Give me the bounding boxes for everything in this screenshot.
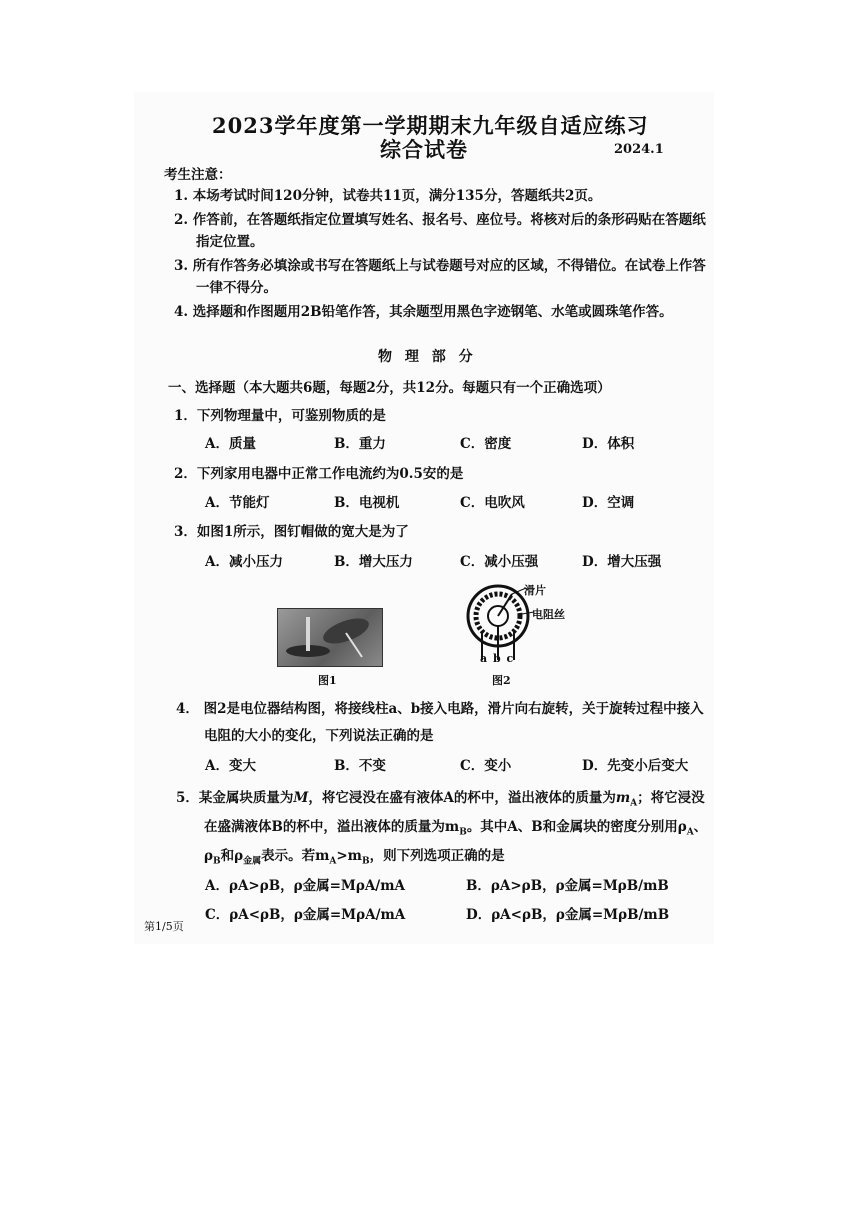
figure-1-caption: 图1 [318, 674, 337, 687]
exam-date: 2024.1 [614, 142, 664, 157]
notice-item: 一律不得分。 [196, 280, 277, 296]
q5-sub: B [361, 856, 370, 867]
option: D．增大压强 [582, 554, 662, 570]
question-stem: 2．下列家用电器中正常工作电流约为0.5安的是 [174, 466, 464, 482]
q5-sub: A [329, 856, 337, 867]
potentiometer-diagram [460, 582, 570, 666]
question-stem-cont [204, 844, 505, 867]
option: C．ρA<ρB，ρ金属=MρA/mA [205, 907, 406, 923]
option: B．电视机 [334, 495, 400, 511]
figure-2-caption: 图2 [492, 674, 511, 687]
question-stem-cont [204, 815, 707, 838]
q5-symbol-M: M [293, 790, 309, 806]
q5-sub: B [212, 856, 221, 867]
option: A．质量 [205, 436, 256, 452]
q5-text: 表示。若m [261, 848, 330, 864]
question-stem: 3．如图1所示，图钉帽做的宽大是为了 [174, 524, 409, 540]
q5-text: 。其中A、B和金属块的密度分别用ρ [466, 819, 687, 835]
notice-item: 指定位置。 [196, 234, 264, 250]
q5-text: 在盛满液体B的杯中，溢出液体的质量为m [204, 819, 460, 835]
notice-item: 1. 本场考试时间120分钟，试卷共11页，满分135分，答题纸共2页。 [174, 188, 602, 204]
q5-sub: A [630, 798, 638, 809]
notice-item: 2. 作答前，在答题纸指定位置填写姓名、报名号、座位号。将核对后的条形码贴在答题纸 [174, 212, 706, 228]
q5-sub: B [459, 827, 467, 838]
option: B．不变 [334, 758, 386, 774]
notice-heading: 考生注意： [164, 167, 232, 183]
option: D．先变小后变大 [582, 758, 689, 774]
option: C．变小 [460, 758, 512, 774]
q5-text: ，将它浸没在盛有液体A的杯中，溢出液体的质量为 [308, 790, 616, 806]
q5-text: 、 [693, 819, 708, 835]
q5-text: ；将它浸没 [637, 790, 705, 806]
option: C．减小压强 [460, 554, 539, 570]
q5-sub: A [686, 827, 694, 838]
q5-symbol-mA: m [615, 790, 631, 806]
page-number: 第1/5页 [144, 920, 184, 933]
option: A．变大 [205, 758, 256, 774]
thumbtack-figure [277, 608, 383, 667]
question-stem [176, 786, 705, 809]
option: A．ρA>ρB，ρ金属=MρA/mA [205, 878, 406, 894]
option: C．密度 [460, 436, 512, 452]
thumbtack-illustration [278, 609, 382, 666]
q5-text: 和ρ [220, 848, 244, 864]
q5-text: ，则下列选项正确的是 [369, 848, 505, 864]
question-stem-cont: 电阻的大小的变化，下列说法正确的是 [204, 728, 434, 744]
option: A．减小压力 [205, 554, 283, 570]
resistance-wire-label: 电阻丝 [532, 608, 565, 621]
question-stem: 1．下列物理量中，可鉴别物质的是 [174, 408, 386, 424]
option: D．ρA<ρB，ρ金属=MρB/mB [466, 907, 670, 923]
notice-item: 3. 所有作答务必填涂或书写在答题纸上与试卷题号对应的区域，不得错位。在试卷上作答 [174, 258, 706, 274]
slider-label: 滑片 [524, 584, 546, 597]
option: B．ρA>ρB，ρ金属=MρB/mB [466, 878, 669, 894]
option: B．增大压力 [334, 554, 413, 570]
option: B．重力 [334, 436, 386, 452]
terminal-labels: a b c [480, 652, 515, 665]
option: D．体积 [582, 436, 635, 452]
q5-text: ρ [204, 848, 213, 864]
question-stem: 4． 图2是电位器结构图，将接线柱a、b接入电路，滑片向右旋转，关于旋转过程中接入 [176, 701, 704, 717]
exam-subtitle: 综合试卷 [380, 137, 468, 162]
notice-item: 4. 选择题和作图题用2B铅笔作答，其余题型用黑色字迹钢笔、水笔或圆珠笔作答。 [174, 304, 673, 320]
q5-sub: 金属 [243, 856, 262, 867]
option: A．节能灯 [205, 495, 270, 511]
section-title: 物 理 部 分 [378, 349, 477, 365]
q5-text: 5．某金属块质量为 [176, 790, 294, 806]
option: C．电吹风 [460, 495, 525, 511]
option: D．空调 [582, 495, 635, 511]
part-heading: 一、选择题（本大题共6题，每题2分，共12分。每题只有一个正确选项） [168, 380, 611, 396]
q5-text: >m [336, 848, 362, 864]
exam-title: 2023学年度第一学期期末九年级自适应练习 [212, 113, 649, 138]
